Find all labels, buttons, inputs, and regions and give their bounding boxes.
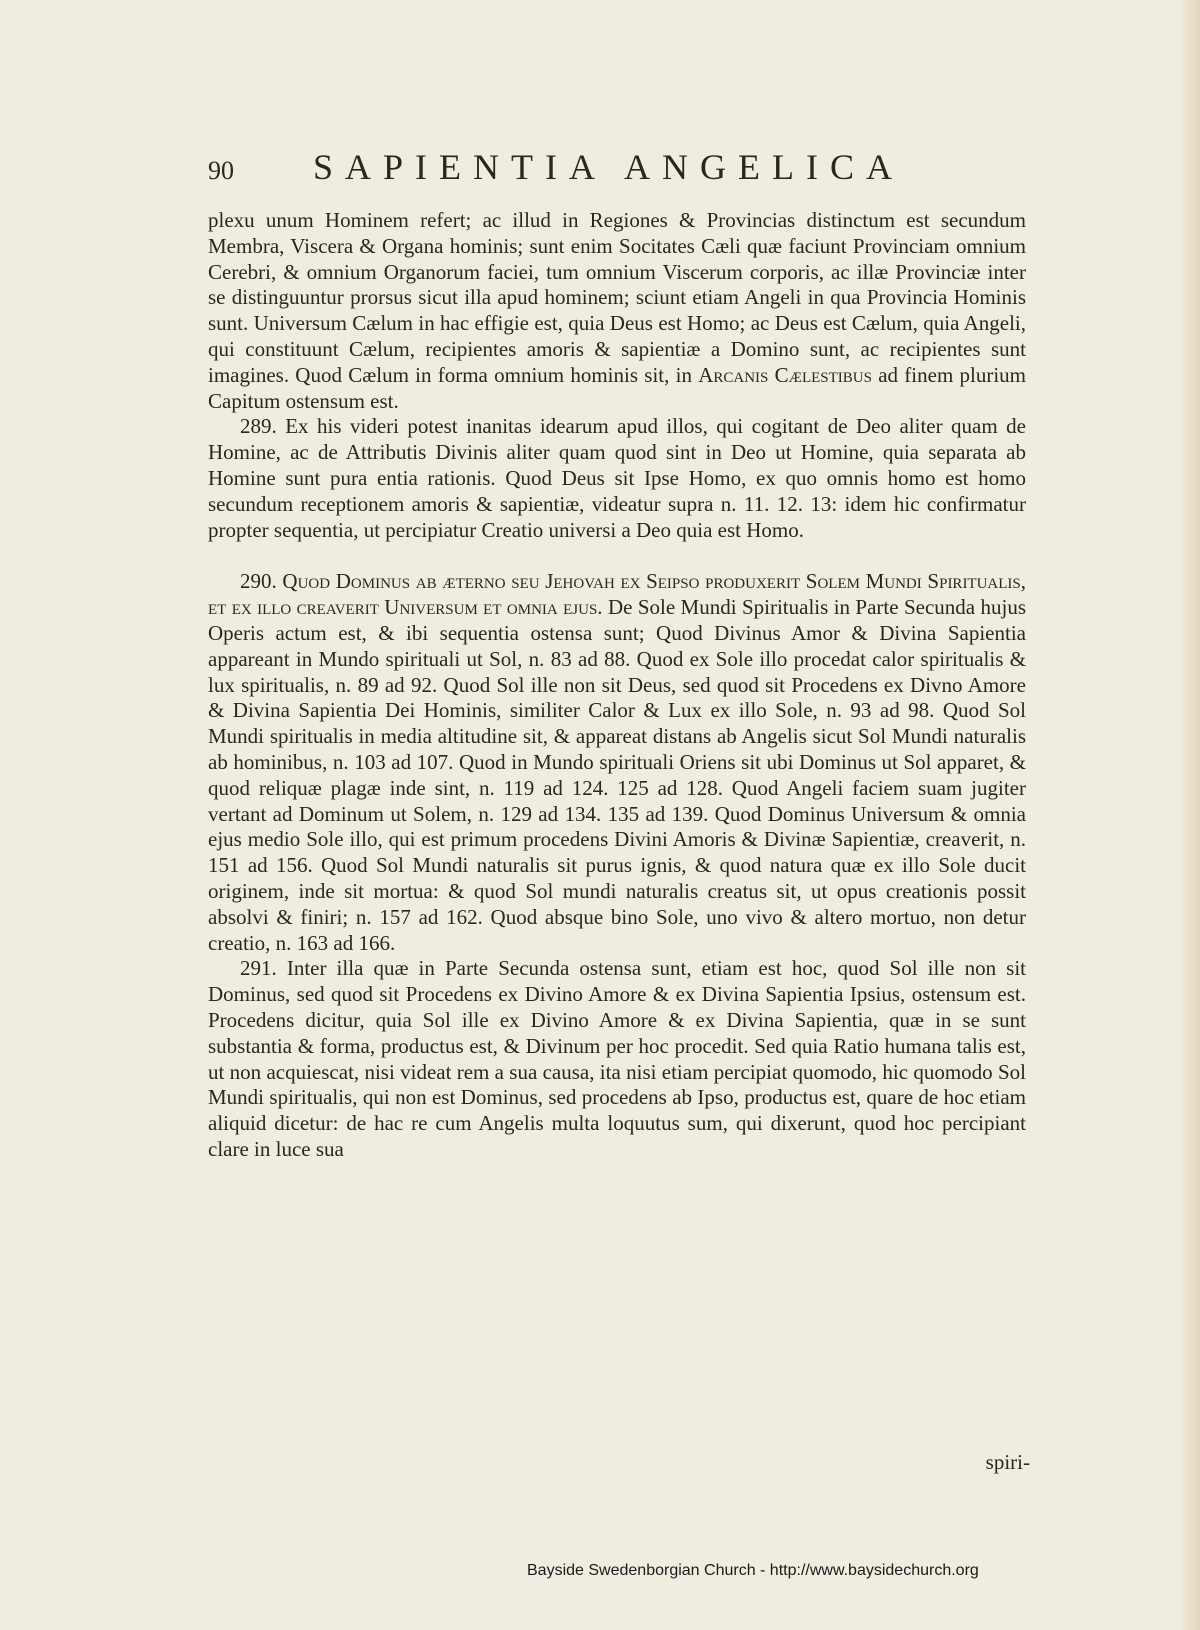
paragraph-text: De Sole Mundi Spiritualis in Parte Secunda hujus Operis actum est, & ibi sequentia ostensa sunt; Quod Divinus Amor & Divina Sapientia appareant in Mundo spirituali ut Sol, n. 83 ad 88. Quod ex Sole illo procedat calor spiritualis & lux spiritualis, n. 89 ad 92. Quod Sol ille non sit Deus, sed quod sit Procedens ex Divno Amore & Divina Sapientia Dei Hominis, similiter Calor & Lux ex illo Sole, n. 93 ad 98. Quod Sol Mundi spiritualis in media altitudine sit, & appareat distans ab Angelis sicut Sol Mundi naturalis ab hominibus, n. 103 ad 107. Quod in Mundo spirituali Oriens sit ubi Dominus ut Sol apparet, & quod reliquæ plagæ inde sint, n. 119 ad 124. 125 ad 128. Quod Angeli faciem suam jugiter vertant ad Dominum ut Solem, n. 129 ad 134. 135 ad 139. Quod Dominus Universum & omnia ejus medio Sole illo, qui est primum procedens Divini Amoris & Divinæ Sapientiæ, creaverit, n. 151 ad 156. Quod Sol Mundi naturalis sit purus ignis, & quod natura quæ ex illo Sole ducit originem, inde sit mortua: & quod Sol mundi naturalis creatus sit, ut opus creationis possit absolvi & finiri; n. 157 ad 162. Quod absque bino Sole, uno vivo & altero mortuo, non detur creatio, n. 163 ad 166.	[208, 595, 1027, 955]
paragraph-289: 289. Ex his videri potest inanitas idearum apud illos, qui cogitant de Deo aliter quam de Homine, ac de Attributis Divinis aliter quam quod sint in Deo ut Homine, quia separata ab Homine sunt pura entia rationis. Quod Deus sit Ipse Homo, ex quo omnis homo est homo secundum receptionem amoris & sapientiæ, videatur supra n. 11. 12. 13: idem hic confirmatur propter sequentia, ut percipiatur Creatio universi a Deo quia est Homo.	[208, 414, 1026, 542]
page-header	[208, 146, 948, 196]
paragraph-text: plexu unum Hominem refert; ac illud in Regiones & Provincias distinctum est secundum Membra, Viscera & Organa hominis; sunt enim Socitates Cæli quæ faciunt Provinciam omnium Cerebri, & omnium Organorum faciei, tum omnium Viscerum corporis, ac illæ Provinciæ inter se distinguuntur prorsus sicut illa apud hominem; sciunt etiam Angeli in qua Provincia Hominis sunt. Universum Cælum in hac effigie est, quia Deus est Homo; ac Deus est Cælum, quia Angeli, qui constituunt Cælum, recipientes amoris & sapientiæ a Domino sunt, ac recipientes sunt imagines. Quod Cælum in forma omnium hominis sit, in	[208, 208, 1026, 387]
footer-credit: Bayside Swedenborgian Church - http://www.baysidechurch.org	[527, 1562, 979, 1579]
work-title: Arcanis Cælestibus	[698, 362, 872, 387]
paragraph-continued	[208, 208, 1026, 414]
page-edge	[1182, 0, 1200, 1630]
page-number: 90	[208, 156, 234, 185]
paragraph-290	[208, 569, 1026, 956]
section-number: 290.	[240, 569, 277, 594]
paragraph-text-end: ad finem plurium Capitum ostensum est.	[208, 362, 1027, 413]
catchword: spiri-	[985, 1450, 1030, 1474]
section-heading: Quod Dominus ab æterno seu Jehovah ex Seipso produxerit Solem Mundi Spiritualis, et ex illo creaverit Universum et omnia ejus.	[208, 569, 1027, 620]
body-text	[208, 208, 1026, 1163]
paragraph-291: 291. Inter illa quæ in Parte Secunda ostensa sunt, etiam est hoc, quod Sol ille non sit Dominus, sed quod sit Procedens ex Divino Amore & ex Divina Sapientia Ipsius, ostensum est. Procedens dicitur, quia Sol ille ex Divino Amore & ex Divina Sapientia, quæ in se sunt substantia & forma, productus est, & Divinum per hoc procedit. Sed quia Ratio humana talis est, ut non acquiescat, nisi videat rem a sua causa, ita nisi etiam percipiat quomodo, hic quomodo Sol Mundi spiritualis, qui non est Dominus, sed procedens ab Ipso, productus est, quare de hoc etiam aliquid dicetur: de hac re cum Angelis multa loquutus sum, qui dixerunt, quod hoc percipiant clare in luce sua	[208, 956, 1026, 1161]
running-title: SAPIENTIA ANGELICA	[313, 147, 904, 187]
